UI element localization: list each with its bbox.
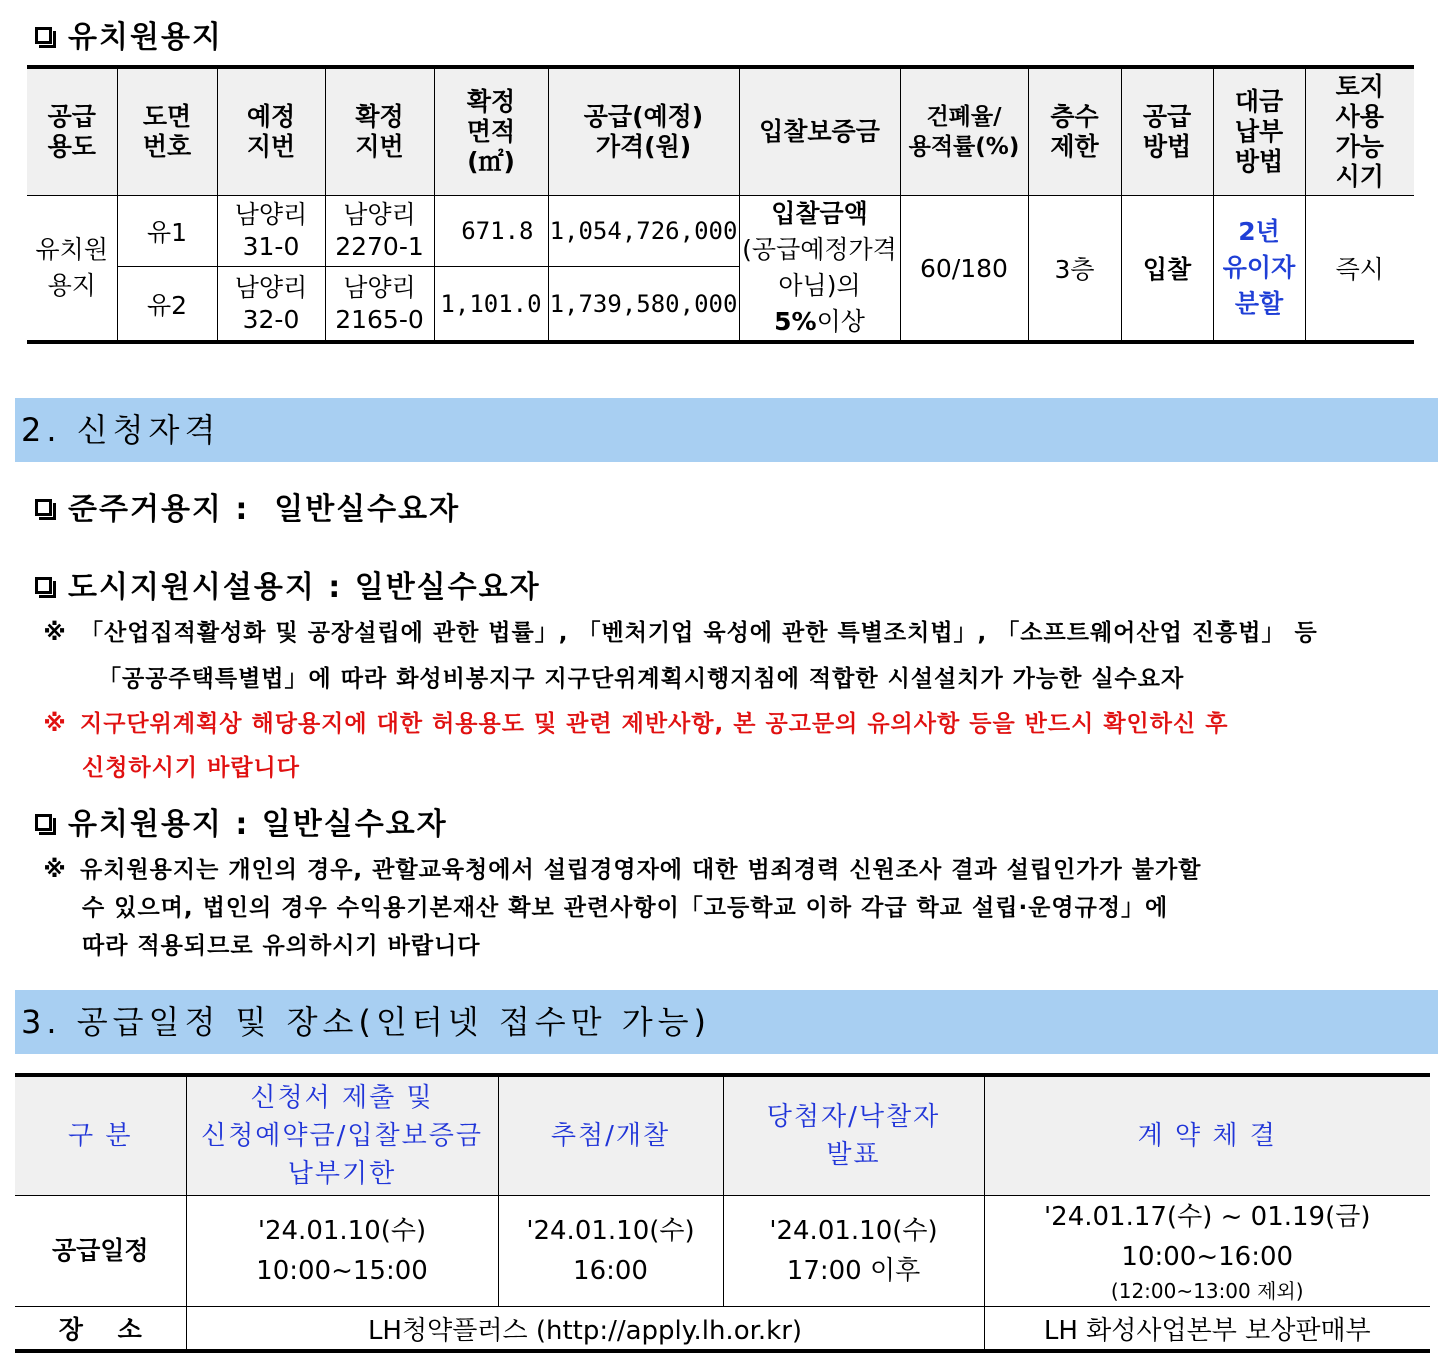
place-office-cell: LH 화성사업본부 보상판매부 [984,1307,1430,1352]
col-header: 예정 지번 [217,67,325,196]
heading-text: 유치원용지 : 일반실수요자 [68,807,448,842]
note-text: 따라 적용되므로 유의하시기 바랍니다 [82,933,481,959]
kindergarten-land-table [27,65,1414,344]
heading-text: 유치원용지 [68,20,223,55]
deposit-percent: 5% [774,307,817,336]
supply-method-cell: 입찰 [1121,196,1213,343]
note-kindergarten [30,851,1440,965]
heading-text: 준주거용지 : 일반실수요자 [68,492,461,527]
checkbox-square-icon [35,27,52,44]
col-header: 구 분 [15,1075,186,1196]
section-title-schedule: 3. 공급일정 및 장소(인터넷 접수만 가능) [15,990,1438,1054]
note-text: 수 있으며, 법인의 경우 수익용기본재산 확보 관련사항이「고등학교 이하 각급 학교 설립·운영규정」에 [82,895,1169,921]
heading-text: 도시지원시설용지 : 일반실수요자 [68,570,541,605]
col-header: 토지 사용 가능 시기 [1305,67,1414,196]
heading-urban-support [35,562,541,606]
section-heading-kindergarten [35,12,223,56]
col-header: 계 약 체 결 [984,1075,1430,1196]
checkbox-square-icon [35,577,52,594]
note-warning [30,705,1440,787]
planned-lot-cell: 남양리 32-0 [217,267,325,342]
note-text: 유치원용지는 개인의 경우, 관할교육청에서 설립경영자에 대한 범죄경력 신원조사 결과 설립인가가 불가할 [80,857,1202,883]
checkbox-square-icon [35,814,52,831]
note-text: 신청하시기 바랍니다 [82,755,300,781]
place-label: 장 소 [58,1315,142,1344]
deposit-cell [739,196,900,343]
heading-semi-residential [35,484,460,528]
schedule-cell: '24.01.10(수) 10:00~15:00 [186,1196,498,1307]
table-header-row [27,67,1414,196]
drawing-number-cell: 유2 [117,267,217,342]
deposit-last [740,304,900,340]
table-row [27,196,1414,267]
col-header: 당첨자/낙찰자 발표 [723,1075,984,1196]
col-header: 대금 납부 방법 [1213,67,1305,196]
schedule-table [15,1073,1430,1353]
schedule-cell [984,1196,1430,1307]
table-row [15,1196,1430,1307]
note-text: 「산업집적활성화 및 공장설립에 관한 법률」, 「벤처기업 육성에 관한 특별조치법」, 「소프트웨어산업 진흥법」 등 [80,620,1318,646]
deposit-bold: 입찰금액 [771,199,868,228]
price-cell: 1,054,726,000 [548,196,739,267]
reference-mark: ※ [43,857,67,883]
col-header: 공급 용도 [27,67,117,196]
table-header-row [15,1075,1430,1196]
note-text: 「공공주택특별법」에 따라 화성비봉지구 지구단위계획시행지침에 적합한 시설설치가 가능한 실수요자 [98,666,1185,692]
ratio-cell: 60/180 [900,196,1028,343]
deposit-mid: (공급예정가격 아님)의 [742,235,897,300]
col-header: 확정 지번 [325,67,434,196]
checkbox-square-icon [35,499,52,516]
col-header: 층수 제한 [1028,67,1121,196]
note-text: 지구단위계획상 해당용지에 대한 허용용도 및 관련 제반사항, 본 공고문의 유의사항 등을 반드시 확인하신 후 [80,711,1229,737]
price-cell: 1,739,580,000 [548,267,739,342]
schedule-label: 공급일정 [15,1196,186,1307]
note-industrial-laws [30,614,1430,698]
supply-use-cell: 유치원 용지 [27,196,117,343]
table-row [15,1307,1430,1352]
col-header: 건폐율/ 용적률(%) [900,67,1028,196]
area-cell: 671.8 [434,196,548,267]
reference-mark: ※ [43,620,67,646]
col-header: 입찰보증금 [739,67,900,196]
col-header: 공급 방법 [1121,67,1213,196]
col-header: 공급(예정) 가격(원) [548,67,739,196]
col-header: 확정 면적 (㎡) [434,67,548,196]
payment-method-cell: 2년 유이자 분할 [1213,196,1305,343]
col-header: 도면 번호 [117,67,217,196]
confirmed-lot-cell: 남양리 2165-0 [325,267,434,342]
contract-note: (12:00~13:00 제외) [1110,1279,1304,1303]
schedule-cell: '24.01.10(수) 16:00 [498,1196,723,1307]
area-cell: 1,101.0 [434,267,548,342]
section-title-eligibility: 2. 신청자격 [15,398,1438,462]
use-time-cell: 즉시 [1305,196,1414,343]
col-header: 신청서 제출 및 신청예약금/입찰보증금 납부기한 [186,1075,498,1196]
reference-mark: ※ [43,711,67,737]
floors-cell: 3층 [1028,196,1121,343]
heading-kindergarten [35,799,448,843]
deposit-suffix: 이상 [816,307,865,336]
contract-dates: '24.01.17(수) ~ 01.19(금) 10:00~16:00 [1044,1202,1371,1272]
schedule-cell: '24.01.10(수) 17:00 이후 [723,1196,984,1307]
col-header: 추첨/개찰 [498,1075,723,1196]
place-online-cell: LH청약플러스 (http://apply.lh.or.kr) [186,1307,984,1352]
drawing-number-cell: 유1 [117,196,217,267]
confirmed-lot-cell: 남양리 2270-1 [325,196,434,267]
planned-lot-cell: 남양리 31-0 [217,196,325,267]
